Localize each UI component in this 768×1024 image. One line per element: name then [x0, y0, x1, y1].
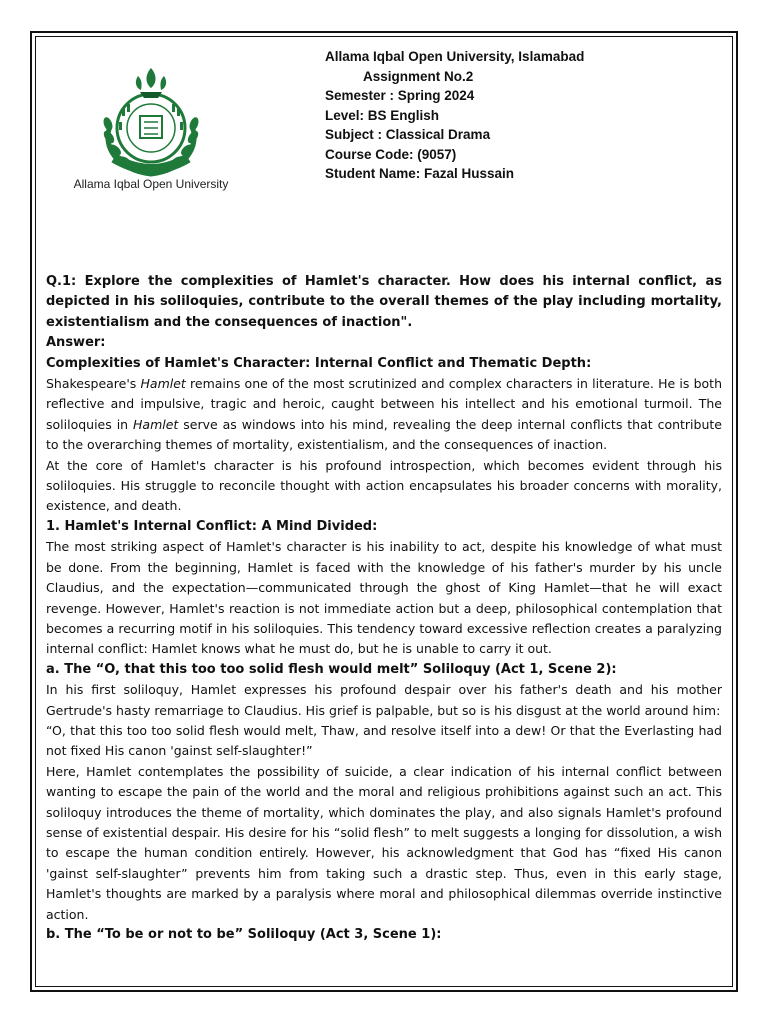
semester: Semester : Spring 2024: [325, 88, 475, 103]
heading-a: a. The “O, that this too too solid flesh would melt” Soliloquy (Act 1, Scene 2):: [46, 661, 617, 677]
paragraph-3: The most striking aspect of Hamlet's character is his inability to act, despite his knowledge of what must be done. From the beginning, Hamlet is faced with the knowledge of his father's murder by his uncle Claudius, and the expectation—communicated through the ghost of King Hamlet—that he will exact revenge. However, Hamlet's reaction is not immediate action but a deep, philosophical contemplation that becomes a recurring motif in his soliloquies. This tendency toward excessive reflection creates a paralyzing internal conflict: Hamlet knows what he must do, but he is unable to carry it out.: [46, 539, 722, 657]
p1-title-2: Hamlet: [133, 416, 179, 432]
student-name: Student Name: Fazal Hussain: [325, 166, 515, 181]
heading-b: b. The “To be or not to be” Soliloquy (Act 3, Scene 1):: [46, 927, 442, 942]
paragraph-2: At the core of Hamlet's character is his profound introspection, which becomes evident through his soliloquies. His struggle to reconcile thought with action encapsulates his broader concerns with morality, existence, and death.: [46, 457, 722, 514]
p1-mid: remains one of the most scrutinized and complex characters in literature. He is both reflective and impulsive, tragic and heroic, caught between his intellect and his emotional turmoil. The soliloquies in: [46, 376, 722, 432]
heading-1: 1. Hamlet's Internal Conflict: A Mind Divided:: [46, 518, 378, 534]
document-header: [325, 47, 705, 184]
paragraph-1: [46, 374, 722, 456]
answer-label: Answer:: [46, 335, 106, 351]
subject: Subject : Classical Drama: [325, 127, 491, 142]
p1-title: Hamlet: [140, 376, 186, 392]
course-code: Course Code: (9057): [325, 146, 457, 162]
assignment-body: [46, 272, 722, 945]
p1-post: serve as windows into his mind, revealing the deep internal conflicts that contribute to the overarching themes of mortality, existentialism, and the consequences of inaction.: [46, 416, 722, 453]
p1-pre: Shakespeare's: [46, 376, 141, 392]
university-name: Allama Iqbal Open University, Islamabad: [325, 49, 585, 64]
paragraph-5: Here, Hamlet contemplates the possibility of suicide, a clear indication of his internal conflict between wanting to escape the pain of the world and the moral and religious prohibitions against such an act. This soliloquy introduces the theme of mortality, which dominates the play, and also signals Hamlet's profound sense of existential despair. His desire for his “solid flesh” to melt suggests a longing for dissolution, a wish to escape the human condition entirely. However, his acknowledgment that God has “fixed His canon 'gainst self-slaughter” prevents him from taking such a drastic step. Thus, even in this early stage, Hamlet's thoughts are marked by a paralysis where moral and philosophical dilemmas override instinctive action.: [46, 763, 722, 922]
logo-caption: Allama Iqbal Open University: [73, 177, 229, 191]
assignment-number: Assignment No.2: [363, 68, 474, 84]
level: Level: BS English: [325, 107, 440, 123]
heading-main: Complexities of Hamlet's Character: Internal Conflict and Thematic Depth:: [46, 355, 592, 371]
question-1: Q.1: Explore the complexities of Hamlet's character. How does his internal conflict, as depicted in his soliloquies, contribute to the overall themes of the play including mortality, existentialism and the consequences of inaction".: [46, 274, 722, 330]
paragraph-4: In his first soliloquy, Hamlet expresses his profound despair over his father's death and his mother Gertrude's hasty remarriage to Claudius. His grief is palpable, but so is his disgust at the world around him:: [46, 682, 722, 718]
university-logo: [72, 62, 230, 194]
quote: “O, that this too too solid flesh would melt, Thaw, and resolve itself into a dew! Or that the Everlasting had not fixed His canon 'gainst self-slaughter!”: [46, 722, 722, 759]
